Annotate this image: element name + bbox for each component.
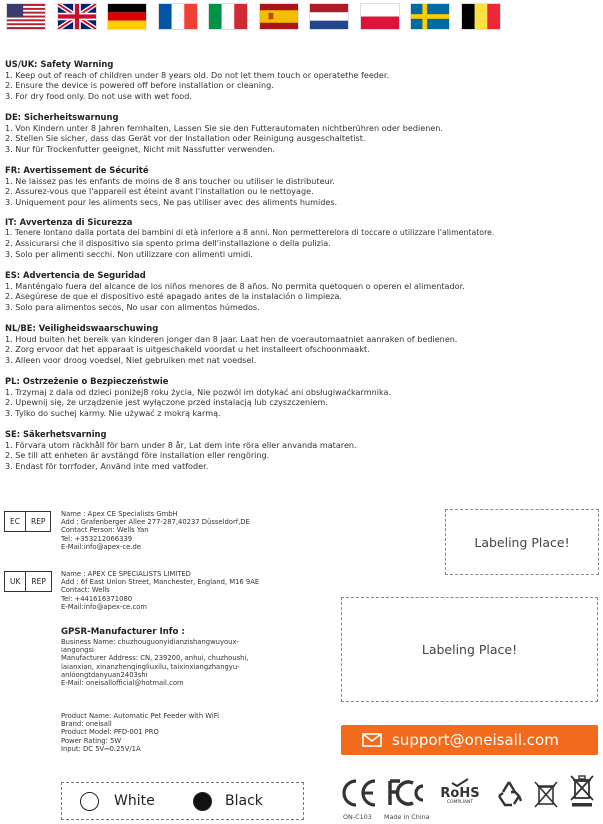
se-flag-icon bbox=[410, 3, 450, 30]
uk-flag-icon bbox=[57, 3, 97, 30]
ec-rep-badge bbox=[4, 511, 51, 532]
warning-line: 1. Houd buiten het bereik van kinderen jonger dan 8 jaar. Laat hen de voerautomaatniet aanraken of bedienen. bbox=[5, 334, 458, 344]
info-line: Name : Apex CE Specialists GmbH bbox=[61, 510, 178, 518]
info-line: Add : 6f East Union Street, Manchester, England, M16 9AE bbox=[61, 578, 260, 587]
info-line: E-Mail:info@apex-ce.de bbox=[61, 542, 141, 551]
warning-line: 1. Keep out of reach of children under 8 years old. Do not let them touch or operatethe feeder. bbox=[5, 70, 390, 80]
info-line: Manufacturer Address: CN, 239200, anhui, chuzhoushi, bbox=[61, 654, 249, 663]
labeling-place-2 bbox=[341, 597, 598, 702]
warning-line: 2. Se till att enheten är avstängd före installation eller rengöring. bbox=[5, 450, 270, 461]
warning-line: 3. Solo para alimentos secos, No usar con alimentos húmedos. bbox=[5, 301, 260, 312]
warning-line: 1. Ne laissez pas les enfants de moins de 8 ans toucher ou utiliser le distributeur. bbox=[5, 176, 335, 186]
info-line: Power Rating: 5W bbox=[61, 736, 122, 745]
info-line: anlóongtdanyuan2403shi bbox=[61, 670, 148, 679]
support-email: support@oneisall.com bbox=[392, 731, 559, 749]
uk-rep-right: REP bbox=[31, 577, 46, 586]
warning-title: ES: Advertencia de Seguridad bbox=[5, 270, 146, 280]
warning-title: FR: Avertissement de Sécurité bbox=[5, 165, 149, 175]
warning-line: 3. Solo per alimenti secchi. Non utilizzare con alimenti umidi. bbox=[5, 248, 253, 259]
warning-de bbox=[5, 112, 600, 154]
warning-line: 3. Nur für Trockenfutter geeignet, Nicht mit Nassfutter verwenden. bbox=[5, 143, 275, 154]
warning-us bbox=[5, 59, 600, 101]
uk-rep-info bbox=[61, 570, 259, 611]
uk-rep-badge bbox=[4, 571, 52, 592]
gpsr-info bbox=[61, 627, 249, 687]
footer-code: ON-C103 bbox=[343, 813, 372, 821]
de-flag-icon bbox=[107, 3, 147, 30]
fcc-mark-icon bbox=[387, 778, 427, 808]
warning-fr bbox=[5, 165, 600, 207]
warning-line: 2. Upewnij się, że urządzenie jest wyłączone przed instalacją lub czyszczeniem. bbox=[5, 397, 328, 408]
warning-pl bbox=[5, 376, 600, 418]
warning-title: NL/BE: Veiligheidswaarschuwing bbox=[5, 323, 159, 333]
info-line: Tel: +353212066339 bbox=[61, 534, 133, 543]
warning-line: 3. For dry food only. Do not use with wet food. bbox=[5, 90, 192, 101]
warning-it bbox=[5, 217, 600, 259]
info-line: E-Mail: oneisallofficial@hotmail.com bbox=[61, 679, 184, 688]
warning-line: 2. Assicurarsi che il dispositivo sia spento prima dell'installazione o della pulizia. bbox=[5, 238, 331, 249]
es-flag-icon bbox=[259, 3, 299, 30]
info-line: Contact Person: Wells Yan bbox=[61, 526, 149, 535]
flag-row bbox=[6, 3, 511, 30]
warning-nl bbox=[5, 323, 600, 365]
white-swatch bbox=[80, 792, 99, 811]
be-flag-icon bbox=[461, 3, 501, 30]
fr-flag-icon bbox=[158, 3, 198, 30]
warning-title: DE: Sicherheitswarnung bbox=[5, 112, 119, 122]
warning-line: 2. Stellen Sie sicher, dass das Gerät vor der Installation oder Reinigung ausgeschaltetist. bbox=[5, 133, 366, 144]
it-flag-icon bbox=[208, 3, 248, 30]
ce-mark-icon bbox=[341, 778, 377, 808]
warning-line: 1. Manténgalo fuera del alcance de los niños menores de 8 años. No permita quetoquen o operen el alimentador. bbox=[5, 281, 465, 291]
info-line: Name : APEX CE SPECIALISTS LIMITED bbox=[61, 570, 191, 578]
info-line: laianxian, xinanzhenqingliuxilu, taixinxiangzhangyu- bbox=[61, 662, 240, 671]
warning-es bbox=[5, 270, 600, 312]
product-info bbox=[61, 712, 219, 753]
warning-line: 3. Tylko do suchej karmy. Nie używać z mokrą karmą. bbox=[5, 407, 221, 418]
uk-rep-left: UK bbox=[5, 572, 26, 591]
warning-line: 2. Asegúrese de que el dispositivo esté apagado antes de la instalación o limpieza. bbox=[5, 291, 342, 302]
made-in-china: Made in China bbox=[384, 813, 430, 821]
ec-rep-left: EC bbox=[5, 512, 26, 531]
warning-title: IT: Avvertenza di Sicurezza bbox=[5, 217, 133, 227]
labeling-place-text: Labeling Place! bbox=[474, 534, 570, 550]
black-swatch bbox=[193, 792, 212, 811]
black-label: Black bbox=[225, 793, 263, 809]
ec-rep-right: REP bbox=[30, 517, 46, 526]
warning-line: 1. Trzymaj z dala od dzieci poniżej8 roku życia, Nie pozwól im dotykać ani obsługiwaćkarmnika. bbox=[5, 387, 392, 397]
info-line: Product Name: Automatic Pet Feeder with WiFi bbox=[61, 712, 220, 720]
mail-icon bbox=[362, 733, 382, 747]
gpsr-title: GPSR-Manufacturer Info : bbox=[61, 627, 185, 637]
info-line: Add : Grafenberger Allee 277-287,40237 Düsseldorf,DE bbox=[61, 518, 250, 527]
warning-line: 3. Uniquement pour les aliments secs, Ne pas utiliser avec des aliments humides. bbox=[5, 196, 338, 207]
info-line: Business Name: chuzhouguonyidianzishangwuyoux- bbox=[61, 638, 239, 646]
rohs-compliant: COMPLIANT bbox=[446, 800, 474, 805]
warning-title: US/UK: Safety Warning bbox=[5, 59, 114, 69]
warning-line: 1. Tenere lontano dalla portata dei bambini di età inferiore a 8 anni. Non permetterelora di toccare o utilizzare l'alimentatore. bbox=[5, 228, 495, 237]
info-line: Product Model: PFD-001 PRO bbox=[61, 728, 159, 737]
labeling-place-text: Labeling Place! bbox=[421, 642, 518, 657]
warning-line: 2. Zorg ervoor dat het apparaat is uitgeschakeld voordat u het installeert ofschoonmaakt. bbox=[5, 344, 370, 355]
warning-line: 2. Ensure the device is powered off before installation or cleaning. bbox=[5, 80, 274, 91]
weee-bin-bar-icon bbox=[568, 772, 596, 808]
warning-title: PL: Ostrzeżenie o Bezpieczeństwie bbox=[5, 376, 169, 386]
warning-line: 3. Alleen voor droog voedsel, Niet gebruiken met nat voedsel. bbox=[5, 354, 257, 365]
weee-bin-icon bbox=[533, 779, 559, 809]
nl-flag-icon bbox=[309, 3, 349, 30]
info-line: Contact: Wells bbox=[61, 586, 110, 595]
warning-line: 1. Förvara utom räckhåll för barn under 8 år, Lat dem inte röra eller anvanda mataren. bbox=[5, 440, 357, 450]
warning-line: 2. Assurez-vous que l'appareil est éteint avant l'installation ou le nettoyage. bbox=[5, 186, 314, 197]
info-line: Tel: +441616371080 bbox=[61, 594, 133, 603]
recycle-icon bbox=[495, 779, 523, 807]
info-line: iangongsi bbox=[61, 646, 94, 655]
ec-rep-info bbox=[61, 510, 250, 551]
pl-flag-icon bbox=[360, 3, 400, 30]
info-line: E-Mail:info@apex-ce.com bbox=[61, 602, 147, 611]
white-label: White bbox=[114, 793, 155, 809]
warning-line: 3. Endast för torrfoder, Använd inte med vatfoder. bbox=[5, 460, 209, 471]
rohs-text: RoHS bbox=[440, 786, 480, 801]
info-line: Input: DC 5V⎓0.25V/1A bbox=[61, 744, 141, 753]
rohs-mark-icon bbox=[437, 778, 483, 806]
support-email-banner[interactable] bbox=[341, 725, 598, 755]
color-options bbox=[61, 782, 304, 820]
warning-title: SE: Säkerhetsvarning bbox=[5, 429, 107, 439]
info-line: Brand: oneisall bbox=[61, 720, 112, 729]
warning-line: 1. Von Kindern unter 8 Jahren fernhalten, Lassen Sie sie den Futterautomaten nichtberühren oder bedienen. bbox=[5, 123, 444, 133]
us-flag-icon bbox=[6, 3, 46, 30]
labeling-place-1 bbox=[445, 509, 599, 575]
warning-se bbox=[5, 429, 600, 471]
